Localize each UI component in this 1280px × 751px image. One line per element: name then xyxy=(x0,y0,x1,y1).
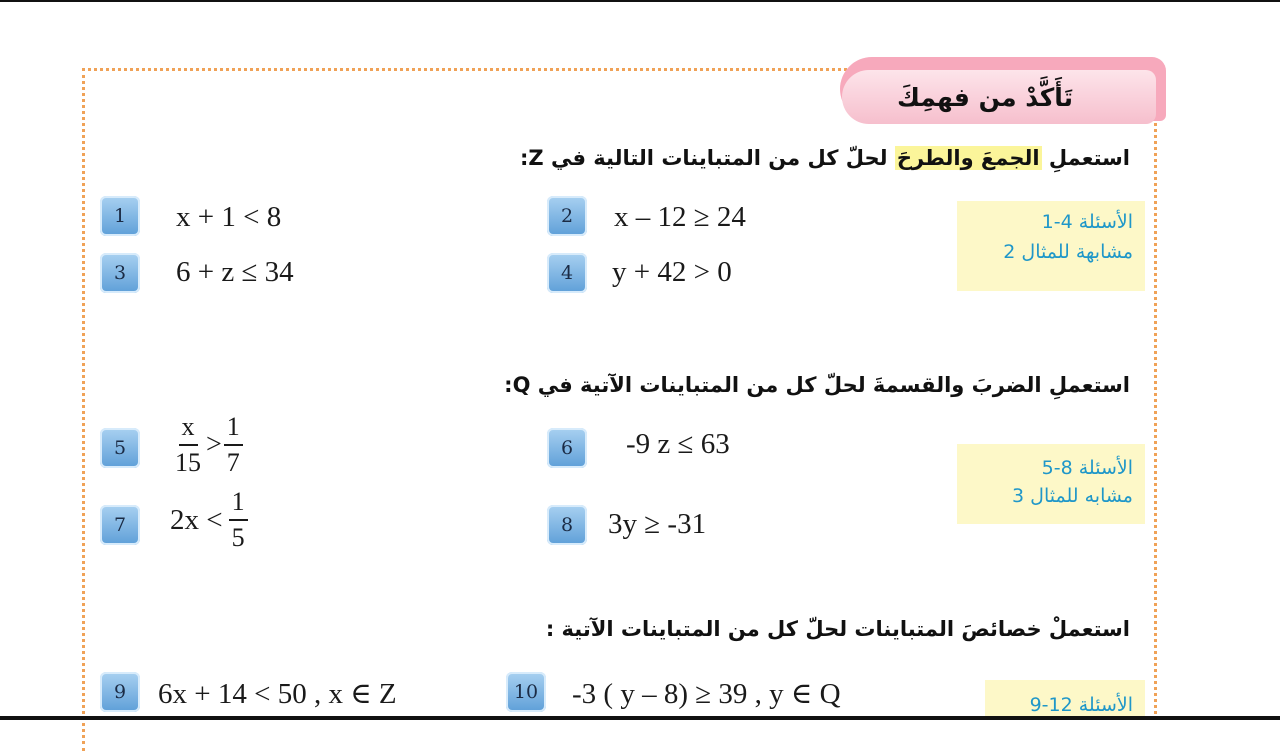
instruction-1-part-a: استعملِ xyxy=(1041,146,1130,170)
problem-2-badge: 2 xyxy=(547,196,587,236)
problem-5-badge: 5 xyxy=(100,428,140,468)
instruction-1-highlight: الجمعَ والطرحَ xyxy=(896,146,1040,170)
note-2 xyxy=(957,444,1145,524)
problem-7-lhs: 2x < xyxy=(170,504,223,536)
problem-1-badge: 1 xyxy=(100,196,140,236)
problem-8-badge: 8 xyxy=(547,505,587,545)
fraction-x-over-15 xyxy=(172,414,204,476)
note-2-line-2: مشابه للمثال 3 xyxy=(1012,485,1133,507)
greater-than-sign: > xyxy=(206,429,222,460)
problem-10-badge: 10 xyxy=(506,672,546,712)
fraction-numerator: 1 xyxy=(229,489,248,521)
fraction-numerator: x xyxy=(179,414,198,446)
problem-1-expression: x + 1 < 8 xyxy=(176,201,282,233)
problem-9-expression: 6x + 14 < 50 , x ∈ Z xyxy=(158,678,397,710)
instruction-2: استعملِ الضربَ والقسمةَ لحلّ كل من المتباينات الآتية في Q: xyxy=(504,373,1130,397)
note-1-line-1: الأسئلة 4-1 xyxy=(1041,211,1133,233)
note-1-line-2: مشابهة للمثال 2 xyxy=(1003,241,1133,263)
note-1 xyxy=(957,201,1145,291)
note-2-line-1: الأسئلة 8-5 xyxy=(1041,457,1133,479)
top-border-line xyxy=(0,0,1280,2)
fraction-denominator: 5 xyxy=(231,523,245,552)
instruction-3: استعملْ خصائصَ المتباينات لحلّ كل من المتباينات الآتية : xyxy=(545,617,1130,641)
section-title: تَأَكَّدْ من فهمِكَ xyxy=(896,83,1074,112)
problem-4-badge: 4 xyxy=(547,253,587,293)
dotted-frame xyxy=(82,68,1159,751)
fraction-1-over-5 xyxy=(229,489,248,551)
problem-6-badge: 6 xyxy=(547,428,587,468)
instruction-1-part-b: لحلّ كل من المتباينات التالية في Z: xyxy=(520,146,895,170)
problem-3-badge: 3 xyxy=(100,253,140,293)
fraction-1-over-7 xyxy=(224,414,243,476)
fraction-denominator: 7 xyxy=(226,448,240,477)
bottom-border-line xyxy=(0,716,1280,720)
problem-10-expression: -3 ( y – 8) ≥ 39 , y ∈ Q xyxy=(572,678,841,710)
dotted-frame-right xyxy=(1154,110,1157,720)
note-3-line-1: الأسئلة 12-9 xyxy=(1029,694,1133,716)
problem-7-badge: 7 xyxy=(100,505,140,545)
problem-5-expression xyxy=(172,414,243,476)
problem-6-expression: -9 z ≤ 63 xyxy=(626,428,730,460)
fraction-denominator: 15 xyxy=(175,448,201,477)
problem-9-badge: 9 xyxy=(100,672,140,712)
problem-7-expression xyxy=(170,489,248,551)
problem-2-expression: x – 12 ≥ 24 xyxy=(614,201,746,233)
problem-3-expression: 6 + z ≤ 34 xyxy=(176,256,294,288)
instruction-1 xyxy=(520,146,1130,170)
problem-4-expression: y + 42 > 0 xyxy=(612,256,732,288)
problem-8-expression: 3y ≥ -31 xyxy=(608,508,707,540)
fraction-numerator: 1 xyxy=(224,414,243,446)
note-3 xyxy=(985,680,1145,716)
